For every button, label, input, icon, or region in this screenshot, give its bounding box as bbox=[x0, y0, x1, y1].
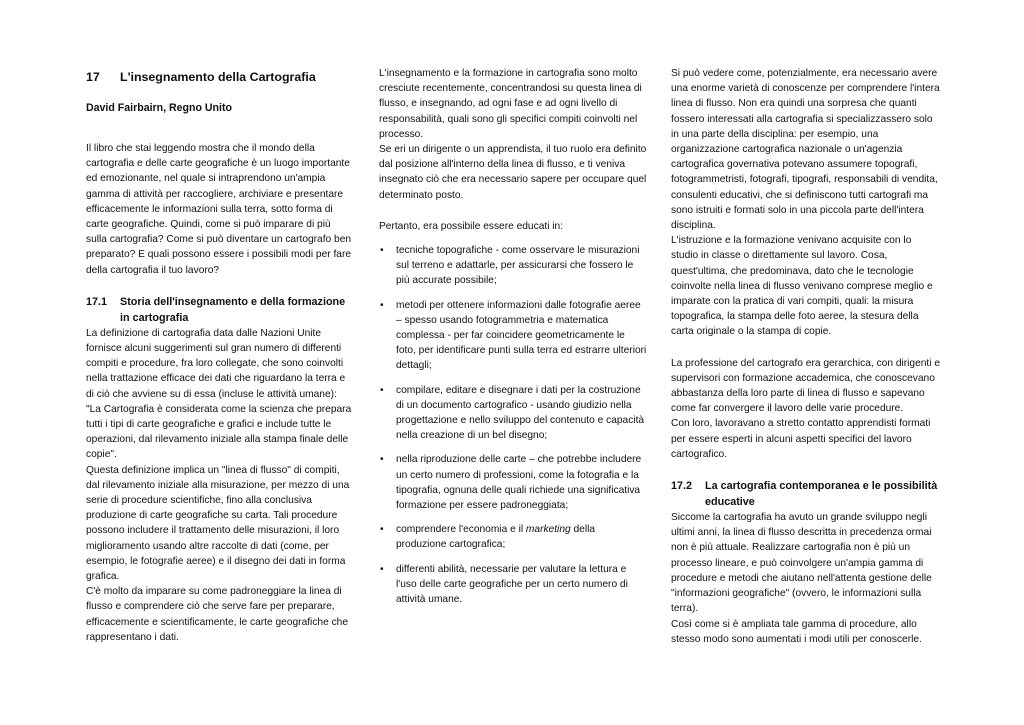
bullet-icon: • bbox=[380, 384, 384, 396]
paragraph: Questa definizione implica un "linea di flusso" di compiti, dal rilevamento iniziale alla misurazione, per mezzo di una serie di procedure scientifiche, fino alla conclusiva produzione di carte geografiche su carta. Tali procedure possono includere il trattamento delle misurazioni, il loro miglioramento usando altre raccolte di dati (come, per esempio, le fotografie aeree) e il disegno dei dati in forma grafica. bbox=[86, 464, 350, 583]
bullet-icon: • bbox=[380, 524, 384, 536]
paragraph: L'insegnamento e la formazione in cartografia sono molto cresciute recentemente, concentrandosi su questa linea di flusso, e insegnando, ad ogni fase e ad ogni livello di responsabilità, quali sono gli specifici compiti coinvolti nel processo. bbox=[379, 68, 642, 140]
section-title: La cartografia contemporanea e le possibilità educative bbox=[705, 480, 938, 509]
section-heading-17-1 bbox=[86, 294, 352, 326]
paragraph: C'è molto da imparare su come padroneggiare la linea di flusso e comprendere ciò che serve fare per preparare, efficacemente e scientificamente, le carte geografiche che rappresentano i dati. bbox=[86, 586, 349, 643]
intro-paragraph: Il libro che stai leggendo mostra che il mondo della cartografia e delle carte geografiche è un luogo importante ed emozionante, nel quale si intraprendono un'ampia gamma di attività per raccogliere, archiviare e presentare efficacemente le informazioni sulla terra, sotto forma di carte geografiche. Quindi, come si può imparare di più sulla cartografia? Come si può diventare un cartografo ben preparato? E quali possono essere i possibili modi per fare della cartografia il tuo lavoro? bbox=[86, 143, 352, 276]
section-number: 17.1 bbox=[86, 295, 108, 308]
paragraph: L'istruzione e la formazione venivano acquisite con lo studio in classe o direttamente sul lavoro. Cosa, quest'ultima, che predominava, dato che le tecnologie coinvolte nella linea di flusso venivano comprese meglio e imparate con la pratica di vari compiti, quali: la misura topografica, la stampa delle foto aeree, la stesura della carta originale o la stampa di copie. bbox=[671, 235, 933, 338]
paragraph: Siccome la cartografia ha avuto un grande sviluppo negli ultimi anni, la linea di flusso descritta in precedenza ormai non è più attuale. Realizzare cartografia non è più un processo lineare, e può coinvolgere un'ampia gamma di procedure e metodi che aiutano nell'attenta gestione delle "informazioni geografiche" (ovvero, le informazioni sulla terra). bbox=[671, 512, 932, 615]
paragraph: Con loro, lavoravano a stretto contatto apprendisti formati per essere esperti in alcuni aspetti specifici del lavoro cartografico. bbox=[671, 418, 931, 460]
list-item: • metodi per ottenere informazioni dalle fotografie aeree – spesso usando fotogrammetria e matematica complessa - per far coincidere geometricamente le foto, per identificare punti sulla terra ed estrarre ulteriori dettagli; bbox=[380, 299, 647, 372]
quote-paragraph: "La Cartografia è considerata come la scienza che prepara tutti i tipi di carte geografiche e grafici e include tutte le operazioni, dal rilevamento iniziale alla stampa finale delle copie". bbox=[86, 403, 352, 461]
paragraph: Così come si è ampliata tale gamma di procedure, allo stesso modo sono aumentati i modi utili per conoscerle. bbox=[671, 618, 922, 645]
list-item: • compilare, editare e disegnare i dati per la costruzione di un documento cartografico - usando giudizio nella progettazione e nello sviluppo del contenuto e capacità nella creazione di un bel disegno; bbox=[380, 384, 645, 442]
chapter-title: L'insegnamento della Cartografia bbox=[120, 70, 316, 84]
list-item: • nella riproduzione delle carte – che potrebbe includere un certo numero di professioni, come la fotografia e la tipografia, ognuna delle quali richiede una significativa formazione per essere padroneggiata; bbox=[380, 454, 642, 512]
paragraph: Se eri un dirigente o un apprendista, il tuo ruolo era definito dal posizione all'interno della linea di flusso, e ti veniva insegnato ciò che era necessario sapere per occupare quel determinato posto. bbox=[379, 144, 647, 201]
column-left bbox=[86, 66, 352, 645]
section-heading-17-2 bbox=[671, 478, 941, 510]
chapter-number: 17 bbox=[86, 70, 100, 84]
paragraph: La professione del cartografo era gerarchica, con dirigenti e supervisori con formazione accademica, che conoscevano abbastanza della loro parte di linea di flusso e sapevano come far convergere il lavoro delle varie procedure. bbox=[671, 357, 940, 415]
list-item: • comprendere l'economia e il marketing della produzione cartografica; bbox=[380, 524, 596, 551]
list-item: • differenti abilità, necessarie per valutare la lettura e l'uso delle carte geografiche per un certo numero di attività umane. bbox=[380, 563, 628, 606]
bullet-list bbox=[379, 243, 647, 607]
section-number: 17.2 bbox=[671, 480, 693, 493]
paragraph: Pertanto, era possibile essere educati in: bbox=[379, 220, 564, 232]
paragraph: La definizione di cartografia data dalle Nazioni Unite fornisce alcuni suggerimenti sul gran numero di differenti compiti e procedure, fra loro collegate, che sono coinvolti nella trattazione efficace dei dati che riguardano la terra e di ciò che avviene su di essa (incluse le attività umane): bbox=[86, 327, 346, 400]
chapter-heading bbox=[86, 68, 352, 86]
section-title: Storia dell'insegnamento e della formazione in cartografia bbox=[120, 295, 346, 324]
paragraph: Si può vedere come, potenzialmente, era necessario avere una enorme varietà di conoscenze per comprendere l'intera linea di flusso. Non era quindi una sorpresa che quanti fossero interessati alla cartografia si specializzassero solo in una parte della disciplina: per esempio, una organizzazione cartografica nazionale o un'agenzia cartografica governativa potevano assumere topografi, fotogrammetristi, fotografi, tipografi, responsabili di vendita, consulenti educativi, che si definiscono tutti cartografi ma sono istruiti e formati solo in una piccola parte dell'intera disciplina. bbox=[671, 68, 940, 232]
bullet-icon: • bbox=[380, 299, 384, 311]
column-right bbox=[671, 66, 941, 647]
column-middle bbox=[379, 66, 647, 616]
bullet-icon: • bbox=[380, 245, 384, 257]
bullet-icon: • bbox=[380, 563, 384, 575]
bullet-icon: • bbox=[380, 454, 384, 466]
list-item: • tecniche topografiche - come osservare le misurazioni sul terreno e adattarle, per assicurarsi che fossero le più accurate possibile; bbox=[380, 245, 640, 287]
author-line: David Fairbairn, Regno Unito bbox=[86, 102, 232, 114]
